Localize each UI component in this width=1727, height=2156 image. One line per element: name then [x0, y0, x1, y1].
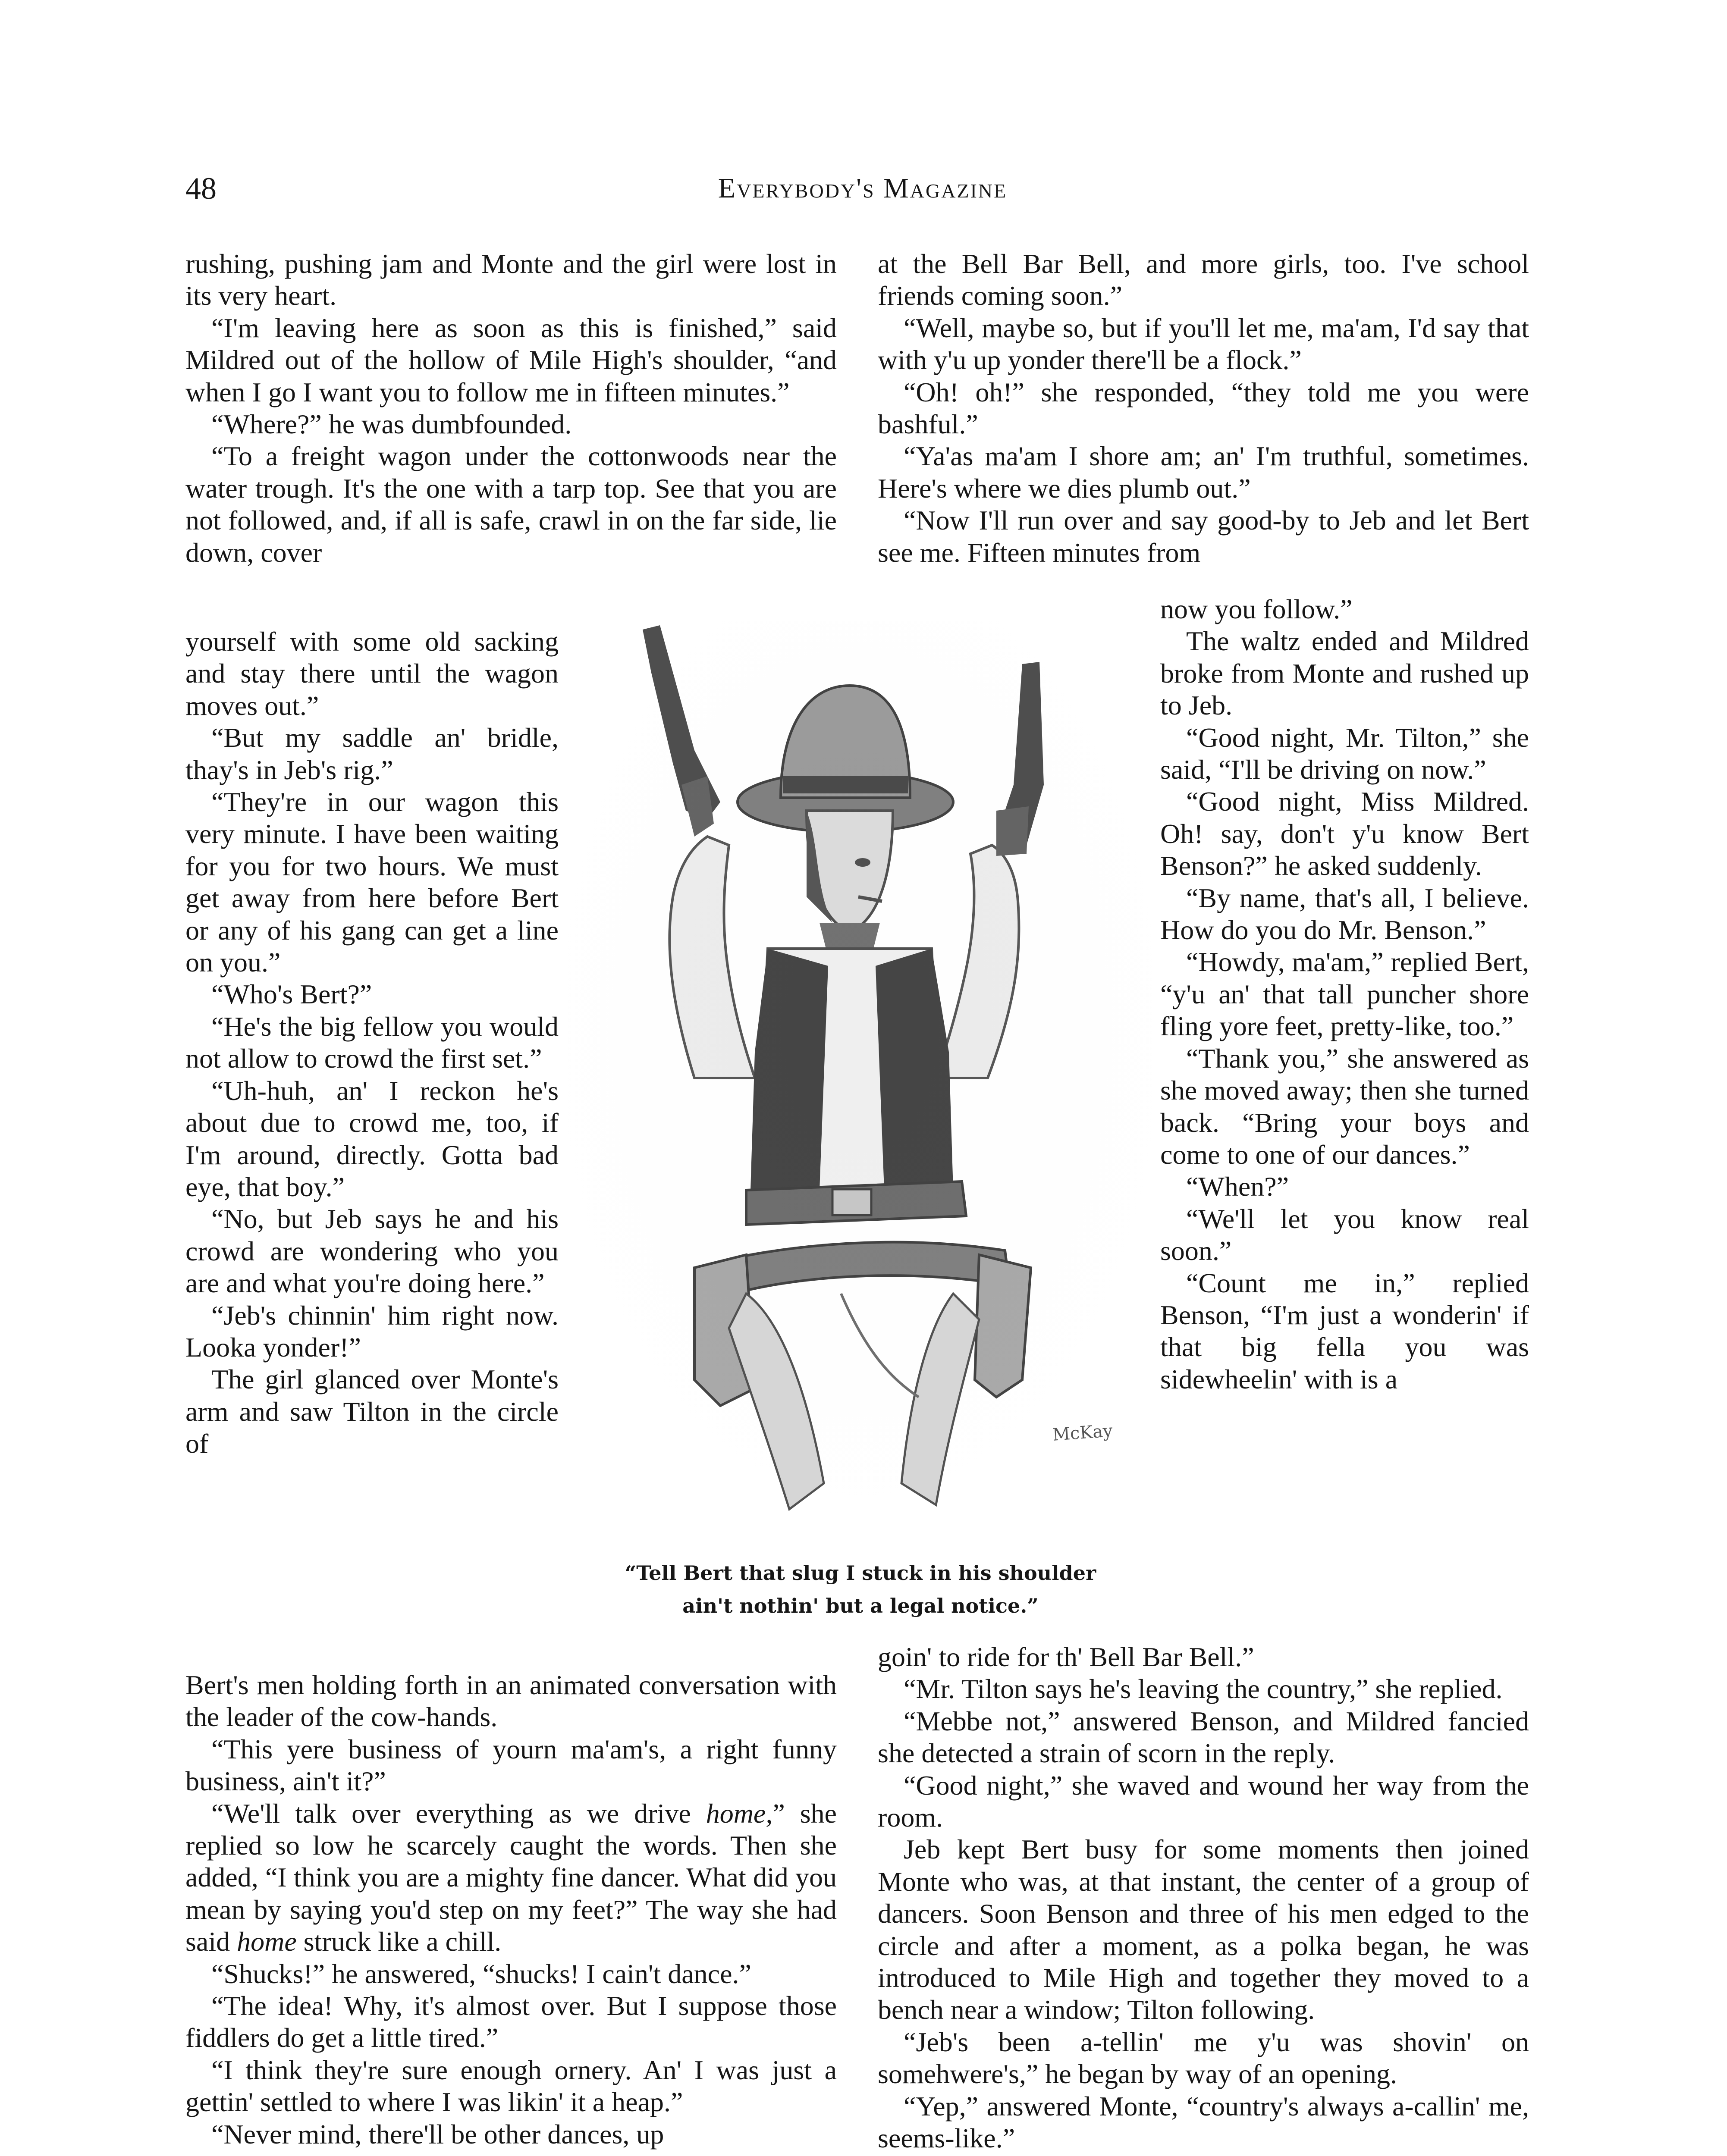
- page-number: 48: [185, 171, 217, 206]
- left-column-top: [185, 248, 837, 626]
- paragraph: yourself with some old sacking and stay there until the wagon moves out.”: [185, 626, 559, 721]
- text-run: struck like a chill.: [296, 1926, 502, 1957]
- paragraph: “This yere business of yourn ma'am's, a right funny business, ain't it?”: [185, 1733, 837, 1797]
- paragraph: [185, 1798, 837, 1958]
- paragraph: “Shucks!” he answered, “shucks! I cain't dance.”: [211, 1958, 751, 1989]
- paragraph: “Howdy, ma'am,” replied Bert, “y'u an' that tall puncher shore fling yore feet, pretty-like, too.”: [1160, 946, 1529, 1042]
- paragraph: “Good night,” she waved and wound her way from the room.: [878, 1770, 1529, 1833]
- paragraph: Jeb kept Bert busy for some moments then joined Monte who was, at that instant, the center of a group of dancers. Soon Benson and three of his men edged to the circle and after a moment, as a polka began, he was introduced to Mile High and together they moved to a bench near a window; Tilton following.: [878, 1834, 1529, 2025]
- paragraph: The girl glanced over Monte's arm and saw Tilton in the circle of: [185, 1364, 559, 1459]
- paragraph: “Who's Bert?”: [211, 979, 372, 1010]
- paragraph: “The idea! Why, it's almost over. But I suppose those fiddlers do get a little tired.”: [185, 1990, 837, 2053]
- paragraph: “Oh! oh!” she responded, “they told me you were bashful.”: [878, 376, 1529, 440]
- paragraph: “He's the big fellow you would not allow to crowd the first set.”: [185, 1011, 559, 1074]
- paragraph: “Good night, Mr. Tilton,” she said, “I'll be driving on now.”: [1160, 722, 1529, 785]
- paragraph: “I think they're sure enough ornery. An' I was just a gettin' settled to where I was likin' it a heap.”: [185, 2054, 837, 2118]
- italic-text: home,: [706, 1798, 773, 1829]
- paragraph: now you follow.”: [1160, 594, 1353, 624]
- paragraph: “Yep,” answered Monte, “country's always a-callin' me, seems-like.”: [878, 2090, 1529, 2154]
- paragraph: “Now I'll run over and say good-by to Jeb and let Bert see me. Fifteen minutes from: [878, 505, 1529, 568]
- paragraph: at the Bell Bar Bell, and more girls, too. I've school friends coming soon.”: [878, 248, 1529, 311]
- illustration-caption: [565, 1557, 1156, 1622]
- italic-text: home: [237, 1926, 297, 1957]
- paragraph: “Count me in,” replied Benson, “I'm just a wonderin' if that big fella you was sidewheelin' with is a: [1160, 1267, 1529, 1395]
- caption-line: “Tell Bert that slug I stuck in his shoulder: [625, 1561, 1096, 1585]
- right-column-bottom: [878, 1641, 1529, 2156]
- paragraph: “They're in our wagon this very minute. I have been waiting for you for two hours. We must get away from here before Bert or any of his gang can get a line on you.”: [185, 787, 559, 978]
- paragraph: Bert's men holding forth in an animated conversation with the leader of the cow-hands.: [185, 1670, 837, 1733]
- artist-signature: McKay: [1052, 1421, 1114, 1445]
- paragraph: “Mr. Tilton says he's leaving the country,” she replied.: [904, 1673, 1503, 1705]
- paragraph: “To a freight wagon under the cottonwoods near the water trough. It's the one with a tarp top. See that you are not followed, and, if all is safe, crawl in on the far side, lie down, cover: [185, 441, 837, 568]
- left-column-middle: [185, 626, 559, 1669]
- caption-line: ain't nothin' but a legal notice.”: [682, 1594, 1039, 1617]
- paragraph: “Where?” he was dumbfounded.: [211, 409, 572, 440]
- paragraph: “When?”: [1186, 1171, 1289, 1202]
- paragraph: rushing, pushing jam and Monte and the girl were lost in its very heart.: [185, 248, 837, 311]
- paragraph: “Never mind, there'll be other dances, up: [211, 2118, 664, 2150]
- right-column-middle: [1160, 593, 1529, 1637]
- paragraph: “By name, that's all, I believe. How do you do Mr. Benson.”: [1160, 882, 1529, 946]
- left-column-bottom: [185, 1669, 837, 2156]
- paragraph: “Ya'as ma'am I shore am; an' I'm truthful, sometimes. Here's where we dies plumb out.”: [878, 441, 1529, 504]
- paragraph: “Mebbe not,” answered Benson, and Mildred fancied she detected a strain of scorn in the reply.: [878, 1705, 1529, 1769]
- paragraph: The waltz ended and Mildred broke from Monte and rushed up to Jeb.: [1160, 626, 1529, 721]
- paragraph: “Thank you,” she answered as she moved away; then she turned back. “Bring your boys and come to one of our dances.”: [1160, 1043, 1529, 1170]
- running-title: Everybody's Magazine: [718, 172, 1008, 204]
- paragraph: “We'll let you know real soon.”: [1160, 1203, 1529, 1266]
- paragraph: “I'm leaving here as soon as this is finished,” said Mildred out of the hollow of Mile High's shoulder, “and when I go I want you to follow me in fifteen minutes.”: [185, 312, 837, 407]
- paragraph: “Good night, Miss Mildred. Oh! say, don't y'u know Bert Benson?” he asked suddenly.: [1160, 786, 1529, 881]
- text-run: ” she replied so low he scarcely caught the words. Then she added, “I think you are a mighty fine dancer. What did you mean by saying you'd step on my feet?” The way she had said: [185, 1798, 837, 1957]
- paragraph: “Uh-huh, an' I reckon he's about due to crowd me, too, if I'm around, directly. Gotta bad eye, that boy.”: [185, 1075, 559, 1202]
- paragraph: “Jeb's chinnin' him right now. Looka yonder!”: [185, 1300, 559, 1363]
- text-run: “We'll talk over everything as we drive: [211, 1798, 706, 1829]
- paragraph: “No, but Jeb says he and his crowd are wondering who you are and what you're doing here.”: [185, 1203, 559, 1299]
- paragraph: “But my saddle an' bridle, thay's in Jeb's rig.”: [185, 722, 559, 785]
- paragraph: goin' to ride for th' Bell Bar Bell.”: [878, 1642, 1254, 1672]
- paragraph: “Well, maybe so, but if you'll let me, ma'am, I'd say that with y'u up yonder there'll be a flock.”: [878, 312, 1529, 376]
- right-column-top: [878, 248, 1529, 626]
- paragraph: “Jeb's been a-tellin' me y'u was shovin' on somehwere's,” he began by way of an opening.: [878, 2026, 1529, 2090]
- cowboy-illustration: [565, 621, 1156, 1535]
